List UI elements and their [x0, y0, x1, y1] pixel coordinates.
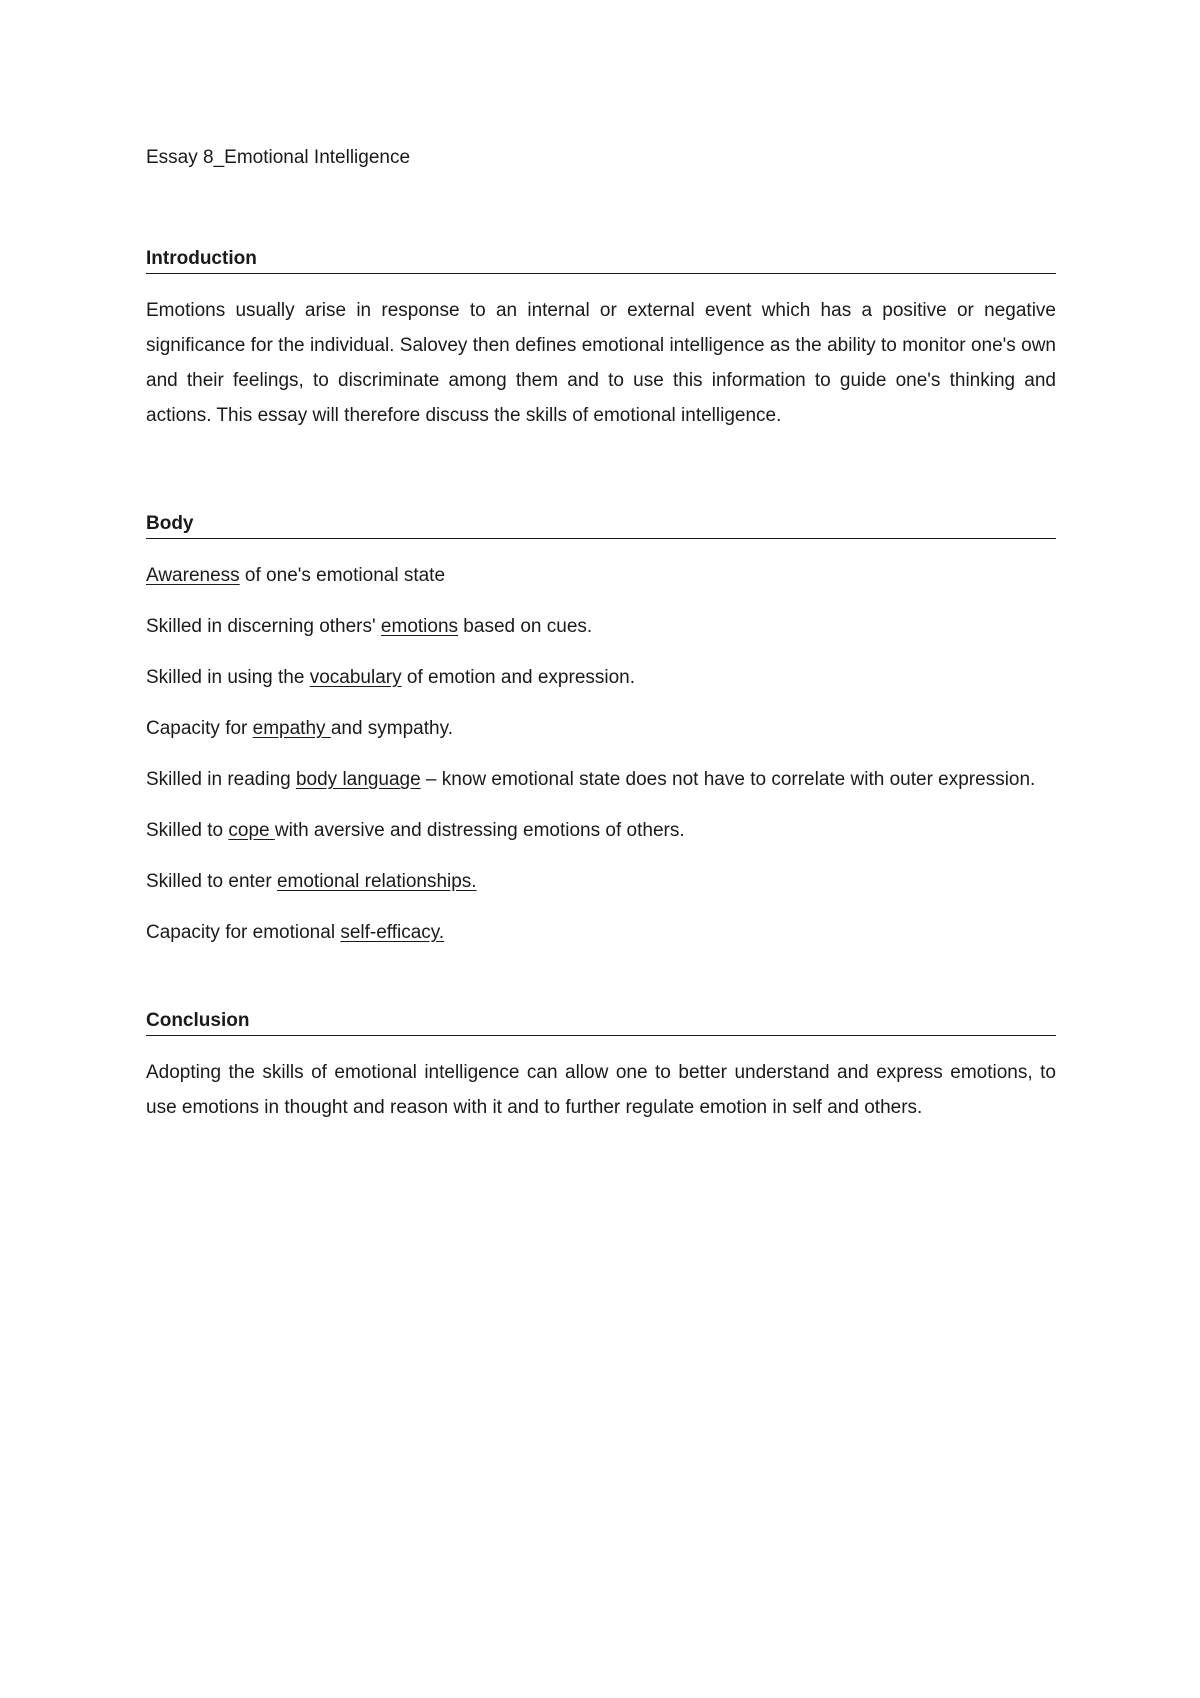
conclusion-paragraph: Adopting the skills of emotional intelligence can allow one to better understand and express emotions, to use emotions in thought and reason with it and to further regulate emotion in self and others. [146, 1062, 1056, 1118]
body-item-keyword: vocabulary [309, 667, 402, 688]
body-item [146, 762, 1056, 797]
body-item-text: of one's emotional state [239, 565, 446, 586]
body-list [146, 558, 1056, 950]
body-item [146, 609, 1056, 644]
body-item [146, 813, 1056, 848]
body-item-text: based on cues. [458, 616, 593, 637]
body-item-text: Skilled to enter [146, 871, 277, 892]
body-item-text: Skilled in discerning others' [146, 616, 381, 637]
body-item [146, 915, 1056, 950]
body-item-keyword: body language [295, 769, 421, 790]
body-item [146, 864, 1056, 899]
body-item-text: – know emotional state does not have to correlate with outer expression. [420, 769, 1036, 790]
document-title: Essay 8_Emotional Intelligence [146, 147, 411, 168]
body-item-text: and sympathy. [330, 718, 453, 739]
body-item-text: Skilled in reading [146, 769, 296, 790]
body-item-keyword: emotional relationships. [276, 871, 477, 892]
body-item-keyword: Awareness [146, 565, 240, 586]
conclusion-heading: Conclusion [146, 1008, 1056, 1036]
body-item-keyword: self-efficacy. [340, 922, 445, 943]
body-item-text: with aversive and distressing emotions of others. [274, 820, 685, 841]
body-item-keyword: emotions [380, 616, 459, 637]
body-item [146, 711, 1056, 746]
body-item-text: of emotion and expression. [401, 667, 636, 688]
introduction-paragraph: Emotions usually arise in response to an internal or external event which has a positive or negative significance for the individual. Salovey then defines emotional intelligence as the ability to monitor one's own and their feelings, to discriminate among them and to use this information to guide one's thinking and actions. This essay will therefore discuss the skills of emotional intelligence. [146, 300, 1056, 426]
body-item-text: Skilled in using the [146, 667, 310, 688]
body-item-text: Capacity for emotional [146, 922, 341, 943]
body-item-text: Skilled to [146, 820, 229, 841]
document-content [146, 144, 1056, 1125]
body-item-keyword: cope [228, 820, 275, 841]
body-heading: Body [146, 511, 1056, 539]
body-item-text: Capacity for [146, 718, 253, 739]
body-item [146, 558, 1056, 593]
body-item [146, 660, 1056, 695]
introduction-heading: Introduction [146, 246, 1056, 274]
body-item-keyword: empathy [252, 718, 331, 739]
